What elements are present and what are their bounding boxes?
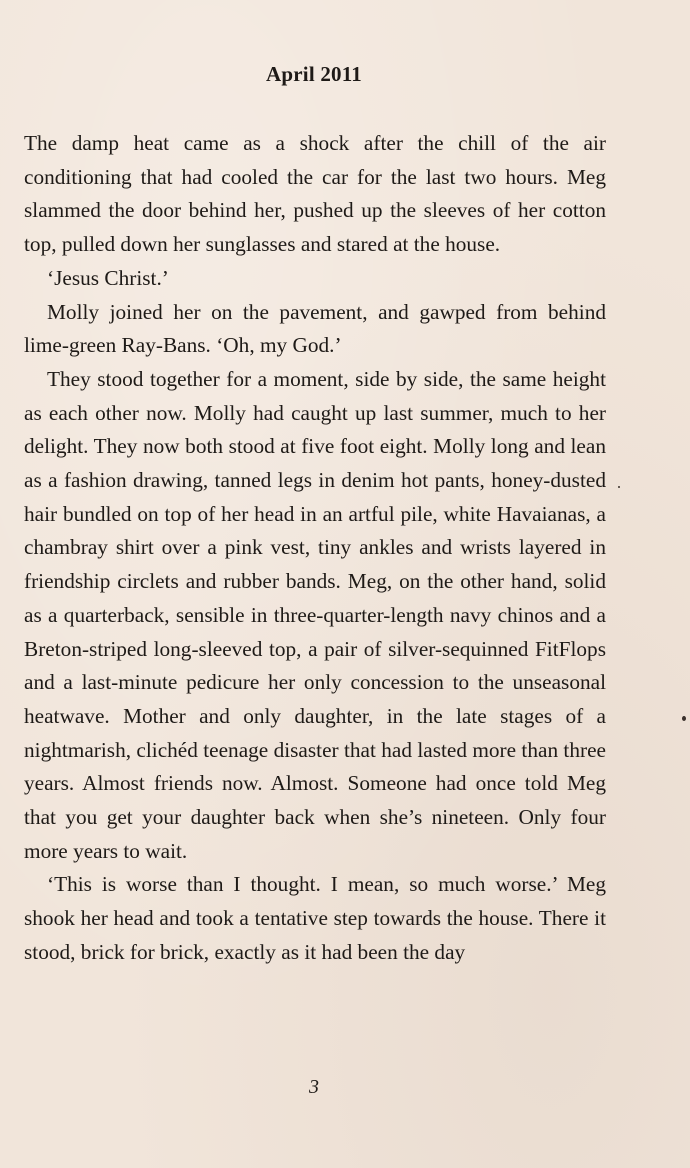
chapter-heading: April 2011 bbox=[266, 62, 362, 86]
ink-speck bbox=[618, 486, 620, 488]
page-number: 3 bbox=[309, 1076, 319, 1098]
paragraph: Molly joined her on the pavement, and gawped from behind lime-green Ray-Bans. ‘Oh, my God.’ bbox=[24, 299, 606, 358]
body-text bbox=[24, 127, 606, 970]
paragraph: The damp heat came as a shock after the chill of the air conditioning that had cooled the car for the last two hours. Meg slammed the door behind her, pushed up the sleeves of her cotton top, pulled down her sunglasses and stared at the house. bbox=[24, 131, 606, 257]
paragraph: ‘This is worse than I thought. I mean, so much worse.’ Meg shook her head and took a tentative step towards the house. There it stood, brick for brick, exactly as it had been the day bbox=[24, 872, 606, 964]
paragraph: They stood together for a moment, side by side, the same height as each other now. Molly had caught up last summer, much to her delight. They now both stood at five foot eight. Molly long and lean as a fashion drawing, tanned legs in denim hot pants, honey-dusted hair bundled on top of her head in an artful pile, white Havaianas, a chambray shirt over a pink vest, tiny ankles and wrists layered in friendship circlets and rubber bands. Meg, on the other hand, solid as a quarterback, sensible in three-quarter-length navy chinos and a Breton-striped long-sleeved top, a pair of silver-sequinned FitFlops and a last-minute pedicure her only concession to the unseasonal heatwave. Mother and only daughter, in the late stages of a nightmarish, clichéd teenage disaster that had lasted more than three years. Almost friends now. Almost. Someone had once told Meg that you get your daughter back when she’s nineteen. Only four more years to wait. bbox=[24, 366, 606, 863]
ink-speck bbox=[682, 716, 686, 721]
paragraph: ‘Jesus Christ.’ bbox=[47, 265, 169, 290]
